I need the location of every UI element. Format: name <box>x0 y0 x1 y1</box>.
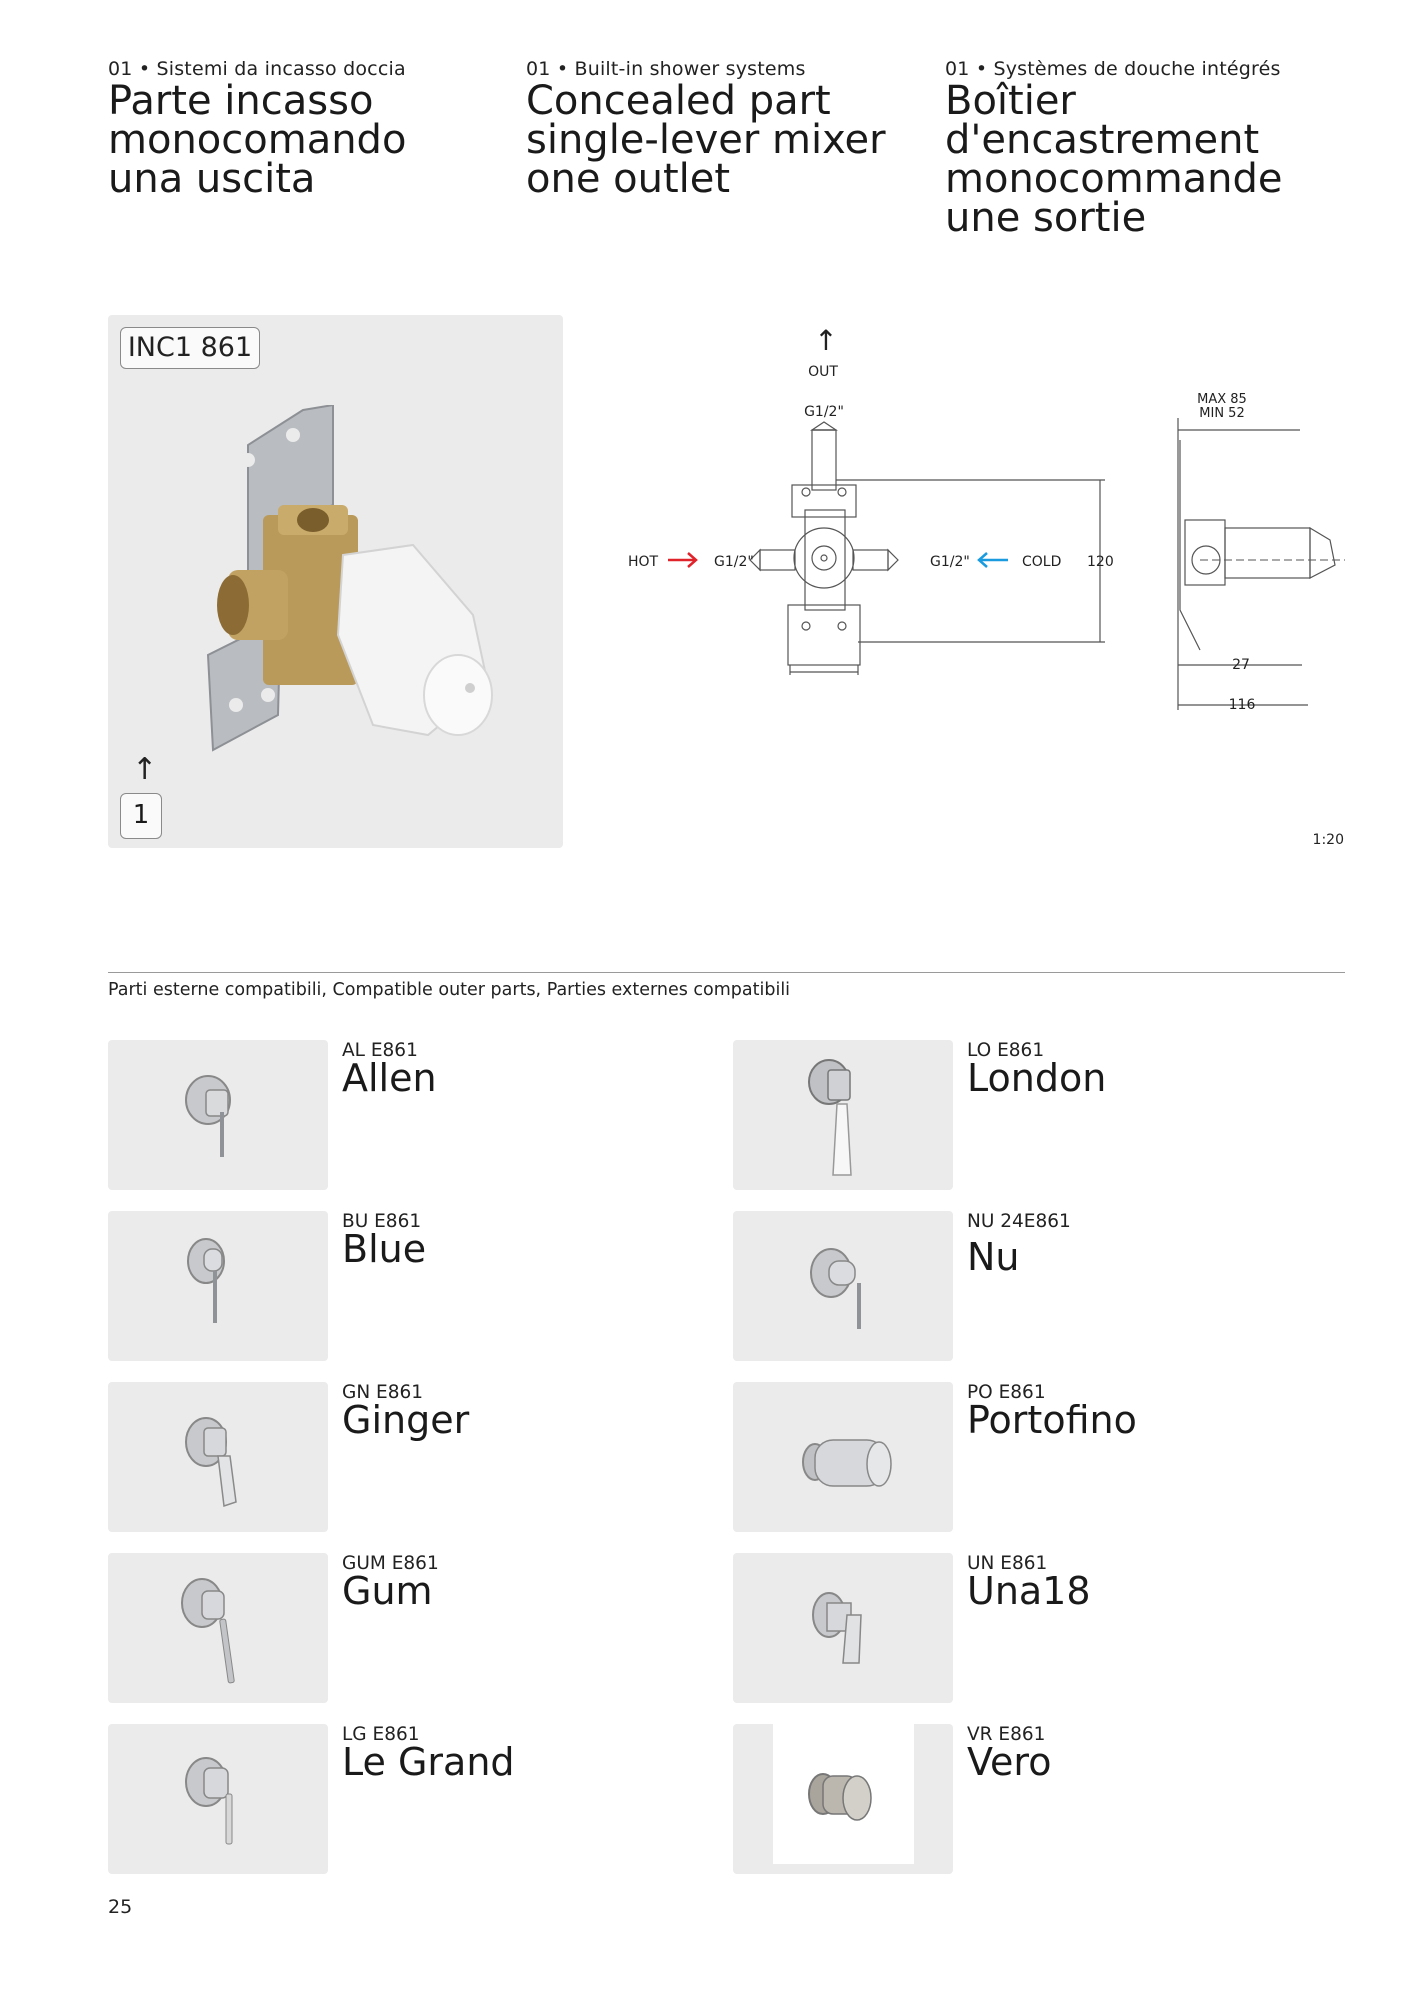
page-title: Boîtier d'encastrement monocommande une sortie <box>945 78 1283 241</box>
concealed-valve-image <box>188 405 518 755</box>
part-code: GUM E861 <box>342 1553 439 1574</box>
part-card-london[interactable] <box>733 1040 1333 1190</box>
ceramic-lever-mixer-icon <box>733 1040 953 1190</box>
part-card-vero[interactable] <box>733 1724 1333 1874</box>
part-code: LG E861 <box>342 1724 420 1745</box>
part-card-portofino[interactable] <box>733 1382 1333 1532</box>
part-name: Portofino <box>967 1398 1137 1442</box>
depth-min-label: MIN 52 <box>1199 406 1245 421</box>
scale-label: 1:20 <box>1312 832 1344 848</box>
page-title: Parte incasso monocomando una uscita <box>108 78 407 202</box>
part-code: GN E861 <box>342 1382 424 1403</box>
page-number: 25 <box>108 1896 133 1918</box>
classic-lever-mixer-icon <box>108 1724 328 1874</box>
part-card-allen[interactable] <box>108 1040 708 1190</box>
lever-mixer-round-icon <box>108 1040 328 1190</box>
page-title: Concealed part single-lever mixer one outlet <box>526 78 886 202</box>
header-italian <box>108 58 528 202</box>
cold-label: COLD <box>1022 554 1062 570</box>
part-card-blue[interactable] <box>108 1211 708 1361</box>
part-code: VR E861 <box>967 1724 1046 1745</box>
part-name: Allen <box>342 1056 437 1100</box>
part-card-ginger[interactable] <box>108 1382 708 1532</box>
part-name: Blue <box>342 1227 427 1271</box>
part-card-le-grand[interactable] <box>108 1724 708 1874</box>
part-name: Nu <box>967 1235 1020 1279</box>
slim-lever-mixer-icon <box>108 1211 328 1361</box>
part-code: NU 24E861 <box>967 1211 1071 1232</box>
part-code: BU E861 <box>342 1211 422 1232</box>
part-name: Ginger <box>342 1398 470 1442</box>
compatible-parts-heading: Parti esterne compatibili, Compatible outer parts, Parties externes compatibili <box>108 980 791 1000</box>
category-label: 01 • Built-in shower systems <box>526 58 806 80</box>
part-name: London <box>967 1056 1107 1100</box>
category-label: 01 • Sistemi da incasso doccia <box>108 58 406 80</box>
out-arrow-icon: ↑ <box>814 324 838 357</box>
height-dimension: 120 <box>1087 554 1114 570</box>
direction-arrow-icon: ↑ <box>132 752 158 787</box>
lever-mixer-icon <box>733 1211 953 1361</box>
square-lever-mixer-icon <box>733 1553 953 1703</box>
part-card-nu[interactable] <box>733 1211 1333 1361</box>
round-knob-mixer-icon <box>733 1724 953 1874</box>
category-label: 01 • Systèmes de douche intégrés <box>945 58 1281 80</box>
textured-lever-mixer-icon <box>108 1382 328 1532</box>
section-divider <box>108 972 1345 973</box>
cold-arrow-icon <box>979 553 1008 567</box>
top-thread-label: G1/2" <box>804 404 844 420</box>
item-number-tag: 1 <box>120 793 162 839</box>
header-english <box>526 58 946 202</box>
product-photo-panel <box>108 315 563 848</box>
part-name: Le Grand <box>342 1740 515 1784</box>
hot-label: HOT <box>628 554 659 570</box>
knurled-lever-mixer-icon <box>108 1553 328 1703</box>
part-name: Vero <box>967 1740 1052 1784</box>
part-code: UN E861 <box>967 1553 1048 1574</box>
hot-arrow-icon <box>668 553 696 567</box>
knob-mixer-icon <box>733 1382 953 1532</box>
part-card-gum[interactable] <box>108 1553 708 1703</box>
cold-thread-label: G1/2" <box>930 554 970 570</box>
part-code: PO E861 <box>967 1382 1046 1403</box>
product-code-tag: INC1 861 <box>120 327 260 369</box>
part-name: Una18 <box>967 1569 1091 1613</box>
dimension-27: 27 <box>1232 657 1250 673</box>
dimension-116: 116 <box>1228 697 1256 713</box>
part-card-una18[interactable] <box>733 1553 1333 1703</box>
depth-max-label: MAX 85 <box>1197 392 1247 407</box>
part-name: Gum <box>342 1569 433 1613</box>
out-label: OUT <box>808 364 838 380</box>
hot-thread-label: G1/2" <box>714 554 754 570</box>
header-french <box>945 58 1385 241</box>
technical-drawing <box>600 320 1360 720</box>
part-code: LO E861 <box>967 1040 1045 1061</box>
part-code: AL E861 <box>342 1040 418 1061</box>
